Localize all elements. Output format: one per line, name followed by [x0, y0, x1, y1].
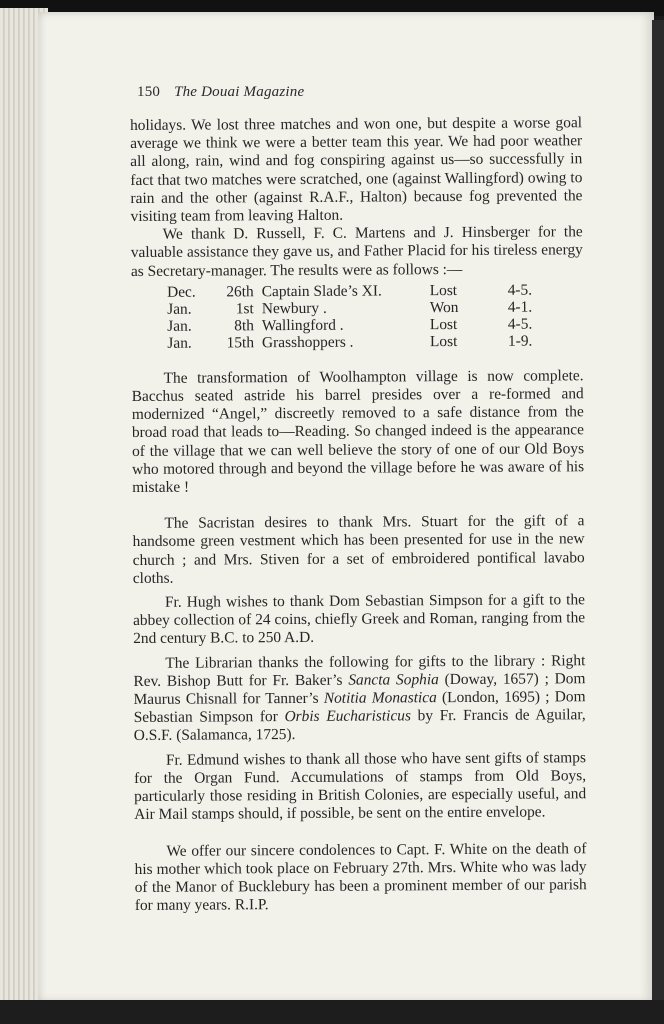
result-day: 8th: [234, 317, 254, 335]
paragraph-coins: Fr. Hugh wishes to thank Dom Sebastian Simpson for a gift to the abbey collection of 24 coins, chiefly Greek and Roman, ranging from the 2nd century B.C. to 250 A.D.: [133, 591, 586, 648]
result-opponent: Wallingford .: [261, 316, 344, 335]
scan-right-edge: [652, 20, 664, 1000]
result-score: 4-5.: [507, 281, 533, 299]
paragraph-woolhampton: The transformation of Woolhampton village is now complete. Bacchus seated astride his barrel presides over a re-formed and modernized “Angel,” discreetly removed to a safe distance from the broad road that leads to—Reading. So changed indeed is the appearance of the village that we can well believe the story of one of our Old Boys who motored through and beyond the village before he was aware of his mistake !: [131, 367, 585, 497]
result-month: Jan.: [167, 334, 192, 352]
result-day: 26th: [226, 283, 254, 301]
result-month: Dec.: [167, 283, 196, 301]
paragraph-holidays: holidays. We lost three matches and won one, but despite a worse goal average we think we were a better team this year. We had poor weather all along, rain, wind and fog conspiring against us—so successfully in fact that two matches were scratched, one (against Wallingford) owing to rain and the other (against R.A.F., Halton) because fog prevented the visiting team from leaving Halton.: [130, 114, 583, 226]
result-month: Jan.: [167, 317, 192, 335]
paragraph-condolences: We offer our sincere condolences to Capt. F. White on the death of his mother which took place on February 27th. Mrs. White who was lady of the Manor of Bucklebury has been a prominent member of our parish for many years. R.I.P.: [134, 839, 587, 915]
table-row: [167, 315, 568, 334]
book-title: Notitia Monastica: [323, 689, 437, 707]
table-row: [167, 298, 568, 317]
result-day: 15th: [226, 334, 255, 352]
result-outcome: Lost: [429, 332, 458, 350]
result-score: 4-1.: [507, 298, 533, 316]
result-score: 1-9.: [507, 332, 533, 350]
page-number: 150: [137, 84, 161, 100]
running-header: [137, 84, 304, 101]
paragraph-stamps: Fr. Edmund wishes to thank all those who have sent gifts of stamps for the Organ Fund. Accumulations of stamps from Old Boys, particularly those residing in British Colonies, are especially useful, and Air Mail stamps should, if possible, be sent on the entire envelope.: [133, 748, 587, 824]
page-body: [130, 114, 587, 915]
paragraph-sacristan: The Sacristan desires to thank Mrs. Stuart for the gift of a handsome green vestment which has been presented for use in the new church ; and Mrs. Stiven for a set of embroidered pontifical lavabo cloths.: [132, 512, 585, 587]
result-outcome: Won: [429, 298, 459, 317]
results-table: [167, 281, 568, 351]
result-opponent: Captain Slade’s XI.: [261, 282, 382, 301]
paragraph-thanks: We thank D. Russell, F. C. Martens and J. Hinsberger for the valuable assistance they gave us, and Father Placid for his tireless energy as Secretary-manager. The results were as follows :—: [130, 223, 583, 280]
paragraph-librarian: The Librarian thanks the following for gifts to the library : Right Rev. Bishop Butt for Fr. Baker’s Sancta Sophia (Doway, 1657) ; Dom Maurus Chisnall for Tanner’s Notitia Monastica (London, 1695) ; Dom Sebastian Simpson for Orbis Eucharisticus by Fr. Francis de Aguilar, O.S.F. (Salamanca, 1725).: [133, 651, 586, 745]
result-month: Jan.: [167, 300, 192, 318]
result-day: 1st: [235, 300, 254, 318]
result-opponent: Grasshoppers .: [261, 333, 354, 352]
result-opponent: Newbury .: [261, 299, 327, 318]
result-outcome: Lost: [429, 315, 458, 333]
result-outcome: Lost: [429, 281, 458, 300]
magazine-title: The Douai Magazine: [174, 84, 305, 100]
book-title: Orbis Eucharisticus: [284, 707, 411, 726]
result-score: 4-5.: [507, 315, 533, 333]
table-row: [167, 332, 568, 351]
book-title: Sancta Sophia: [348, 670, 439, 689]
scan-bottom-edge: [0, 1000, 664, 1024]
